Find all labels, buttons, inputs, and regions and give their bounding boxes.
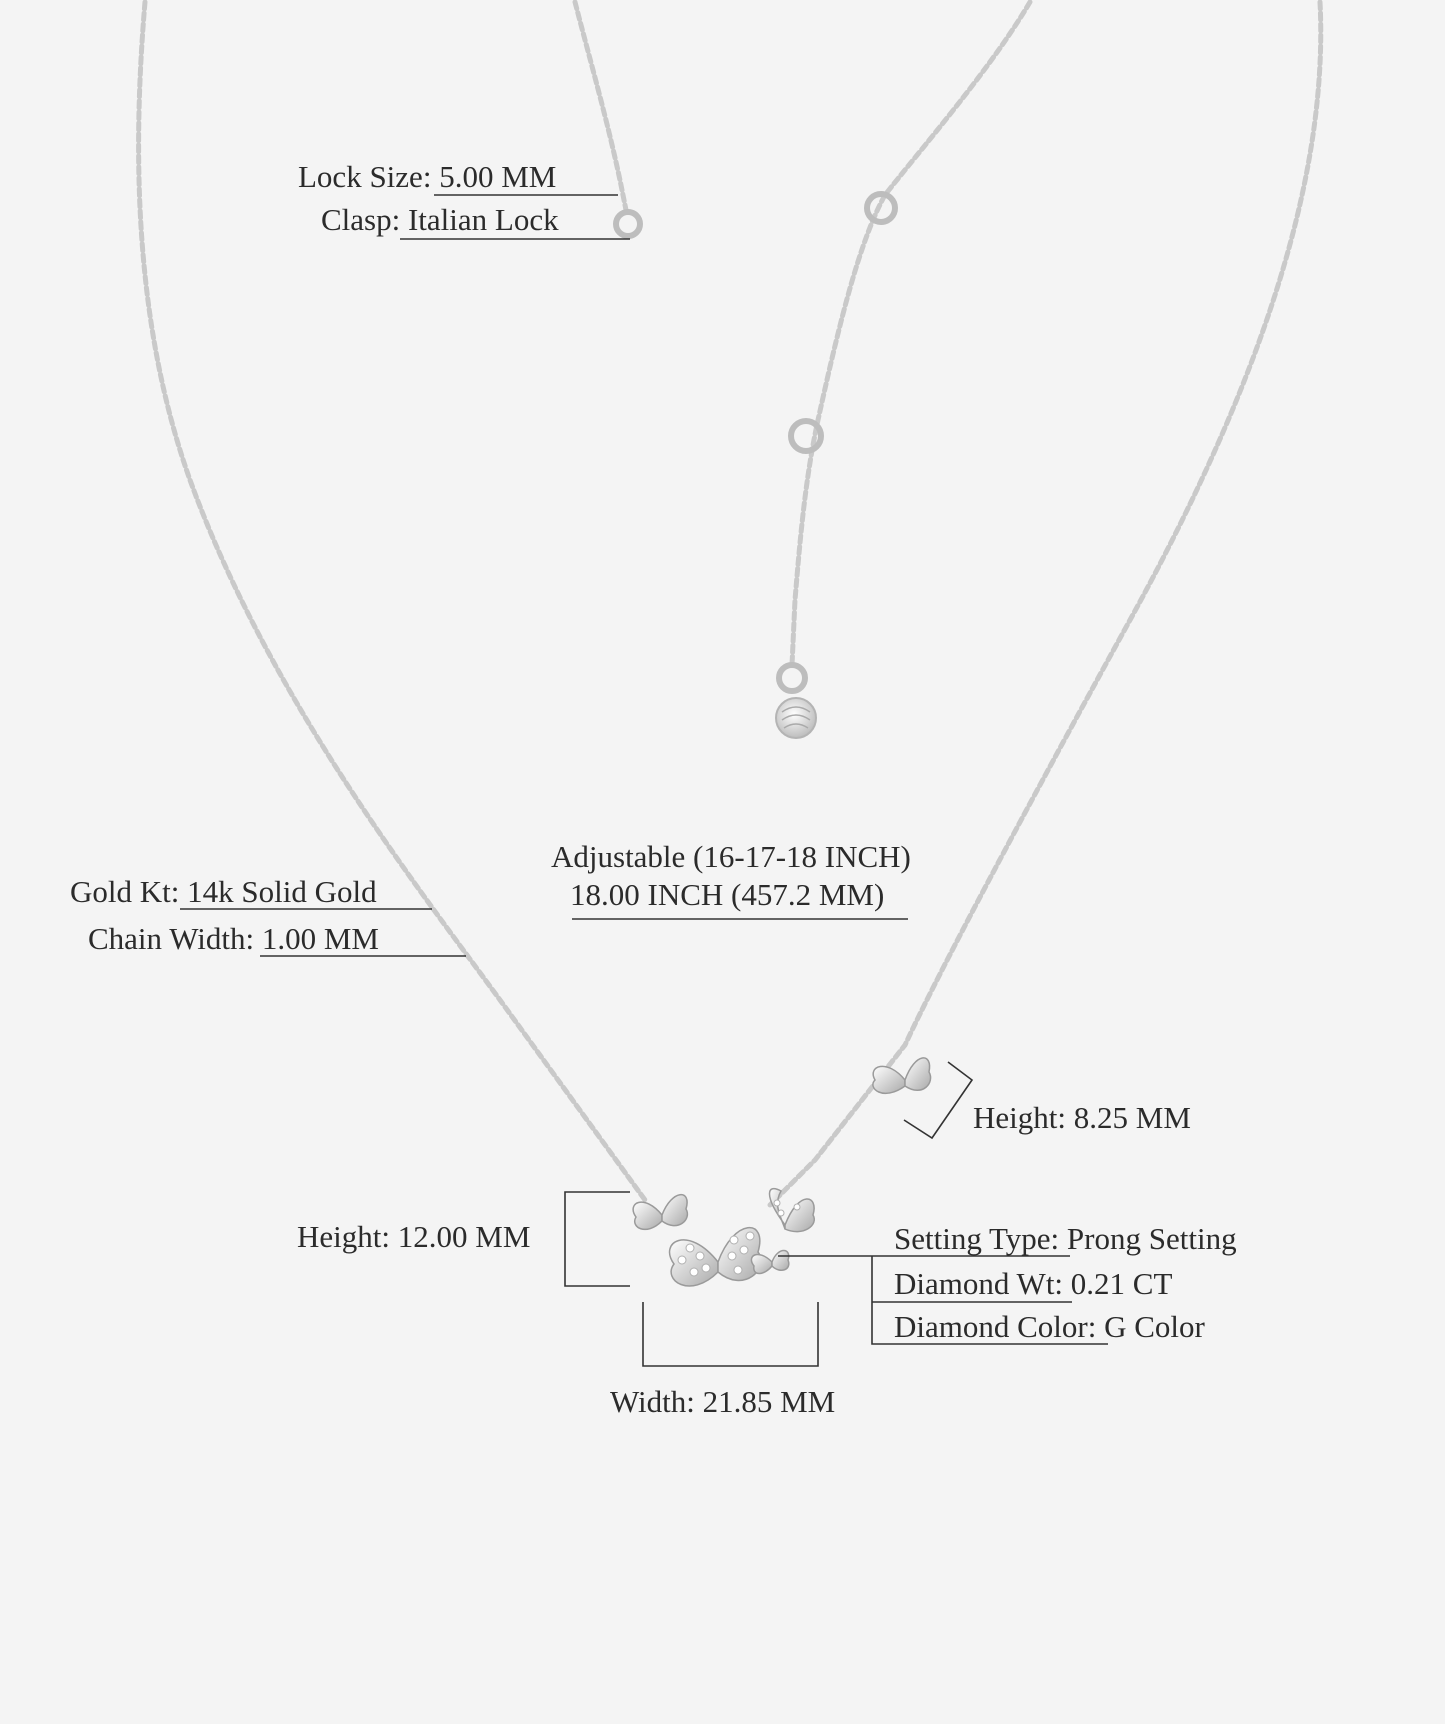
chain-width-spec [88,922,379,956]
pendant-width-value: 21.85 MM [702,1384,836,1419]
center-diamond-butterfly [670,1228,761,1286]
chain-width-value: 1.00 MM [261,921,379,956]
chain-width-label: Chain Width: [88,921,255,956]
pendant-height-bracket [565,1192,630,1286]
lock-size-spec [298,160,556,194]
clasp-value: Italian Lock [407,202,559,237]
lock-size-value: 5.00 MM [439,159,557,194]
gold-kt-label: Gold Kt: [70,874,180,909]
chain-clasp-side [575,2,627,215]
small-butterfly-height-label: Height: [973,1100,1066,1135]
gold-kt-value: 14k Solid Gold [187,874,377,909]
extender-ring-3 [779,665,805,691]
pendant-width-label: Width: [610,1384,695,1419]
lock-size-label: Lock Size: [298,159,432,194]
diamond-color-spec [894,1310,1205,1344]
small-butterfly [873,1058,931,1093]
setting-type-spec [894,1222,1237,1256]
pendant-width-bracket [643,1302,818,1366]
setting-type-label: Setting Type: [894,1221,1060,1256]
clasp-ring [616,212,640,236]
pendant-height-label: Height: [297,1219,390,1254]
diamond-color-value: G Color [1104,1309,1205,1344]
bottom-small-butterfly [751,1251,788,1274]
chain-right [770,2,1321,1205]
clasp-label: Clasp: [321,202,401,237]
left-butterfly [633,1195,687,1230]
pendant-height-spec [297,1220,530,1254]
length-text: 18.00 INCH (457.2 MM) [570,877,885,912]
diamond-color-label: Diamond Color: [894,1309,1097,1344]
extender-ring-2 [791,421,821,451]
pendant-width-spec [610,1385,835,1419]
setting-type-value: Prong Setting [1066,1221,1237,1256]
length-adjustable-text: Adjustable (16-17-18 INCH) [551,839,911,874]
clasp-spec [321,203,559,237]
gold-kt-spec [70,875,377,909]
pendant-height-value: 12.00 MM [397,1219,531,1254]
small-butterfly-height-spec [973,1101,1191,1135]
right-diamond-butterfly [770,1189,815,1232]
diamond-wt-value: 0.21 CT [1070,1266,1173,1301]
butterfly-pendant-group [633,1058,930,1286]
small-butterfly-height-value: 8.25 MM [1073,1100,1191,1135]
extender-tag-disc [776,698,816,738]
chain-extender [792,2,1030,665]
diamond-wt-spec [894,1267,1172,1301]
diamond-wt-label: Diamond Wt: [894,1266,1064,1301]
